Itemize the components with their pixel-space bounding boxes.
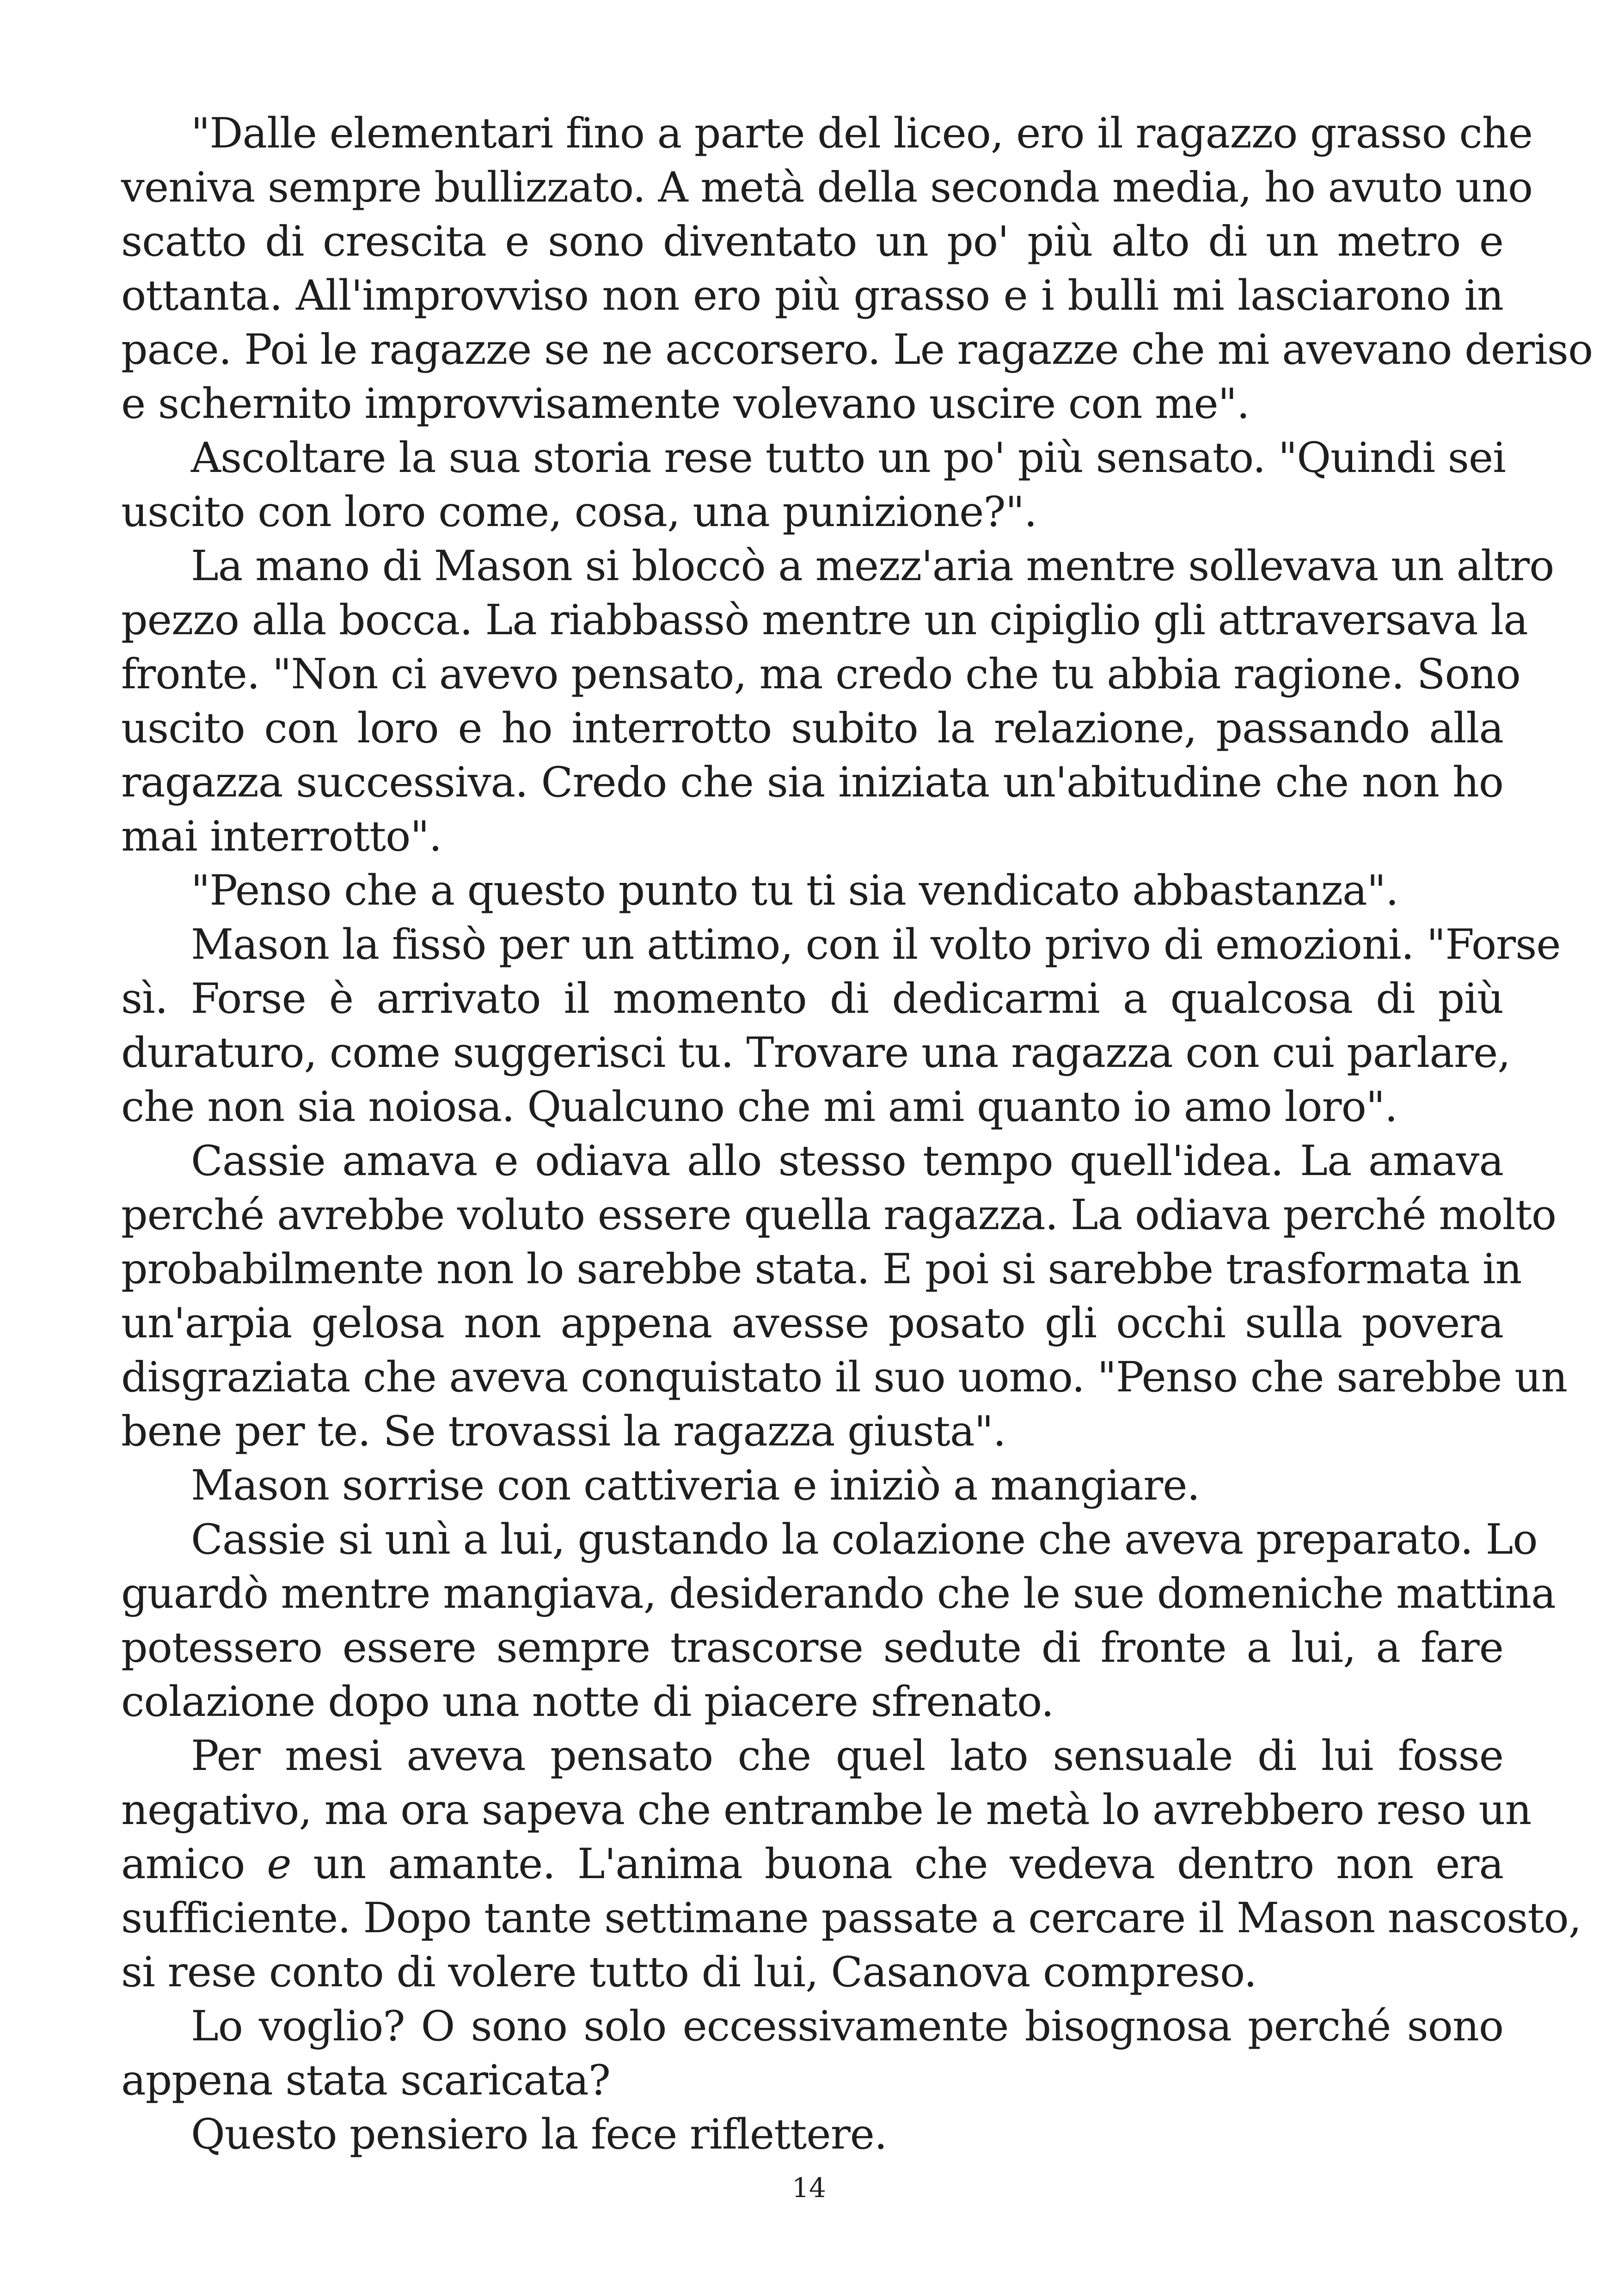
text-line: si rese conto di volere tutto di lui, Casanova compreso.	[121, 1948, 1257, 1996]
text-line: colazione dopo una notte di piacere sfrenato.	[121, 1678, 1054, 1726]
paragraph	[121, 431, 1506, 539]
text-line: guardò mentre mangiava, desiderando che le sue domeniche mattina	[121, 1569, 1556, 1618]
paragraph	[121, 1458, 1503, 1512]
text-line: amico e un amante. L'anima buona che vedeva dentro non era	[121, 1840, 1504, 1888]
text-line: Cassie amava e odiava allo stesso tempo quell'idea. La amava	[191, 1137, 1503, 1185]
text-line: mai interrotto".	[121, 812, 442, 861]
text-line: bene per te. Se trovassi la ragazza giusta".	[121, 1407, 1006, 1456]
paragraph	[121, 106, 1593, 431]
text-line: sì. Forse è arrivato il momento di dedicarmi a qualcosa di più	[121, 974, 1503, 1023]
paragraph	[121, 539, 1554, 863]
text-line: negativo, ma ora sapeva che entrambe le metà lo avrebbero reso un	[121, 1786, 1532, 1834]
text-line: La mano di Mason si bloccò a mezz'aria mentre sollevava un altro	[191, 542, 1554, 590]
emphasis: e	[267, 1840, 291, 1888]
page-number: 14	[792, 2172, 826, 2204]
text-line: un'arpia gelosa non appena avesse posato gli occhi sulla povera	[121, 1299, 1503, 1347]
text-line: sufficiente. Dopo tante settimane passate a cercare il Mason nascosto,	[121, 1894, 1581, 1942]
text-line: che non sia noiosa. Qualcuno che mi ami quanto io amo loro".	[121, 1083, 1397, 1131]
paragraph	[121, 1729, 1581, 1999]
paragraph	[121, 863, 1503, 918]
text-line: pace. Poi le ragazze se ne accorsero. Le ragazze che mi avevano deriso	[121, 325, 1593, 374]
paragraph	[121, 1512, 1556, 1729]
text-line: veniva sempre bullizzato. A metà della seconda media, ho avuto uno	[121, 163, 1533, 212]
paragraph	[121, 918, 1561, 1134]
text-line: potessero essere sempre trascorse sedute di fronte a lui, a fare	[121, 1623, 1503, 1672]
text-line: "Penso che a questo punto tu ti sia vendicato abbastanza".	[191, 866, 1398, 915]
text-line: ragazza successiva. Credo che sia iniziata un'abitudine che non ho	[121, 758, 1503, 807]
text-line: Cassie si unì a lui, gustando la colazione che aveva preparato. Lo	[191, 1515, 1538, 1564]
text-line: duraturo, come suggerisci tu. Trovare una ragazza con cui parlare,	[121, 1029, 1510, 1077]
text-line: ottanta. All'improvviso non ero più grasso e i bulli mi lasciarono in	[121, 271, 1503, 320]
text-line: scatto di crescita e sono diventato un po' più alto di un metro e	[121, 217, 1503, 266]
text-line: e schernito improvvisamente volevano uscire con me".	[121, 380, 1250, 428]
text-line: "Dalle elementari fino a parte del liceo, ero il ragazzo grasso che	[191, 109, 1533, 158]
text-line: disgraziata che aveva conquistato il suo uomo. "Penso che sarebbe un	[121, 1353, 1568, 1402]
paragraph	[121, 1134, 1568, 1458]
text-line: probabilmente non lo sarebbe stata. E poi si sarebbe trasformata in	[121, 1245, 1522, 1293]
text-line: uscito con loro come, cosa, una punizione?".	[121, 488, 1037, 536]
text-line: Mason la fissò per un attimo, con il volto privo di emozioni. "Forse	[191, 920, 1561, 969]
body-text	[121, 106, 1593, 2161]
text-line: Lo voglio? O sono solo eccessivamente bisognosa perché sono	[191, 2002, 1503, 2051]
paragraph	[121, 2107, 1503, 2161]
text-line: uscito con loro e ho interrotto subito la relazione, passando alla	[121, 704, 1503, 753]
text-line: pezzo alla bocca. La riabbassò mentre un cipiglio gli attraversava la	[121, 596, 1528, 644]
text-line: Mason sorrise con cattiveria e iniziò a mangiare.	[191, 1461, 1200, 1510]
paragraph	[121, 1999, 1503, 2107]
text-line: perché avrebbe voluto essere quella ragazza. La odiava perché molto	[121, 1191, 1557, 1239]
text-line: Per mesi aveva pensato che quel lato sensuale di lui fosse	[191, 1732, 1503, 1780]
text-line: appena stata scaricata?	[121, 2056, 611, 2105]
text-line: Questo pensiero la fece riflettere.	[191, 2110, 887, 2159]
text-line: fronte. "Non ci avevo pensato, ma credo che tu abbia ragione. Sono	[121, 650, 1520, 698]
text-line: Ascoltare la sua storia rese tutto un po' più sensato. "Quindi sei	[191, 434, 1506, 482]
